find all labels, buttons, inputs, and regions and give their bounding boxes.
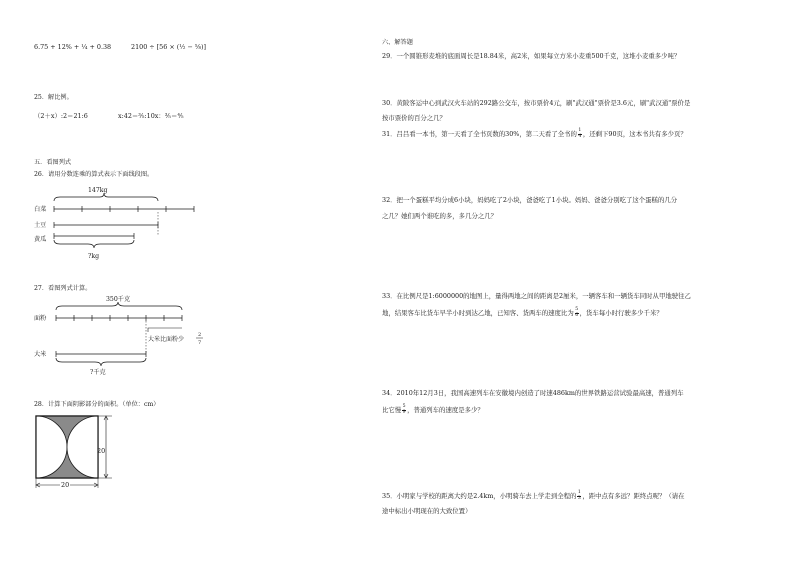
- q27-note-denominator: 7: [198, 340, 202, 346]
- q31-post: ，还剩下90页，这本书共有多少页？: [582, 130, 687, 139]
- q31-fraction-denominator: 4: [578, 133, 582, 139]
- q26-bottom-brace: [54, 240, 134, 248]
- q26-row1-label: 白菜: [34, 206, 47, 213]
- q27-bottom-brace: [56, 358, 146, 366]
- q25-equation-2: x:42＝⅗:10x：⅗＝⅘: [118, 112, 184, 120]
- q26-segment-diagram: [30, 184, 200, 264]
- q33-line-1: 33．在比例尺是1:6000000的地图上，量得两地之间的距离是2厘米，一辆客车和一辆货车同时从甲地驶往乙: [382, 292, 691, 300]
- q35-fraction-numerator: 1: [577, 490, 581, 495]
- q34-fraction-numerator: 5: [402, 404, 406, 409]
- expression-2: 2100 ÷ [56 × (½ − ⅝)]: [131, 43, 207, 51]
- q35-pre: 35．小明家与学校的距离大约是2.4km，小明骑车去上学走到全程的: [382, 492, 577, 501]
- q27-title: 27．看图列式计算。: [34, 285, 92, 292]
- q33-line-2: [382, 308, 663, 318]
- q34-line-2: [382, 405, 484, 415]
- q26-title: 26．请用分数连乘的算式表示下面线段图。: [34, 171, 154, 178]
- q27-row1-label: 面粉: [34, 315, 47, 322]
- q32-line-2: 之几？她们两个谁吃的多，多几分之几？: [382, 212, 498, 220]
- q26-row3-label: 黄瓜: [34, 236, 47, 243]
- q34-line-1: 34．2010年12月3日，我国高速列车在安徽境内创造了时速486km的世界铁路运营试验最高速，普通列车: [382, 389, 684, 397]
- q34-post: ，普通列车的速度是多少？: [407, 406, 484, 415]
- expression-1: 6.75 + 12% + ¼ + 0.38: [34, 43, 112, 51]
- q26-top-label: 147kg: [88, 187, 108, 194]
- q25-title: 25．解比例。: [34, 94, 73, 101]
- q33-fraction: [575, 308, 579, 318]
- q27-note: 大米比面粉少: [148, 336, 185, 343]
- q27-note-numerator: 2: [198, 332, 202, 338]
- q29-text: 29．一个圆锥形麦堆的底面周长是18.84米，高2米，如果每立方米小麦重500千克，这堆小麦重多少吨？: [382, 52, 681, 60]
- q33-pre: 地，结果客车比货车早半小时到达乙地，已知客、货两车的速度比为: [382, 309, 574, 318]
- q34-fraction-denominator: 9: [402, 409, 406, 415]
- q33-fraction-numerator: 5: [575, 307, 579, 312]
- q31-fraction-numerator: 1: [578, 128, 582, 133]
- q31-text: [382, 129, 687, 139]
- q26-bottom-label: ?kg: [88, 253, 100, 260]
- q30-line-1: 30．黄陂客运中心到武汉火车站的292路公交车，按市票价4元，刷"武汉通"票价是3.6元，刷"武汉通"票价是: [382, 99, 691, 107]
- q31-pre: 31．吕吕看一本书，第一天看了全书页数的30%，第二天看了全书的: [382, 130, 577, 139]
- q35-line-2: 途中标出小明现在的大致位置）: [382, 507, 472, 515]
- q32-line-1: 32．把一个蛋糕平均分成6小块，妈妈吃了2小块，爸爸吃了1小块。妈妈、爸爸分别吃了这个蛋糕的几分: [382, 196, 678, 204]
- q28-title: 28．计算下面阴影部分的面积。（单位：cm）: [34, 401, 160, 408]
- q35-post: ，距中点有多远？距终点呢？（请在: [582, 492, 685, 501]
- q28-width-value: 20: [61, 481, 70, 489]
- q27-note-bracket: [148, 328, 182, 332]
- q28-height-value: 20: [97, 447, 106, 455]
- q26-top-brace: [54, 193, 158, 201]
- q31-fraction: [578, 129, 582, 139]
- q33-fraction-denominator: 6: [575, 312, 579, 318]
- q28-shaded-figure: [32, 414, 152, 496]
- q35-fraction-denominator: 3: [577, 495, 581, 501]
- q27-row2-label: 大米: [34, 351, 47, 358]
- q25-equation-1: （2＋x）:2＝21:6: [34, 112, 88, 120]
- q27-bottom-label: ?千克: [90, 369, 106, 376]
- q33-post: ，货车每小时行驶多少千米？: [579, 309, 663, 318]
- q27-segment-diagram: [30, 296, 220, 378]
- q34-pre: 比它慢: [382, 406, 402, 415]
- q34-fraction: [402, 405, 406, 415]
- section-5-title: 五．看图列式: [34, 159, 72, 166]
- section-6-title: 六、解答题: [382, 39, 413, 46]
- q27-top-label: 350千克: [106, 296, 131, 303]
- q35-fraction: [577, 491, 581, 501]
- q26-row2-label: 土豆: [34, 222, 47, 229]
- q27-top-brace: [56, 302, 182, 310]
- q30-line-2: 按市票价的百分之几？: [382, 114, 446, 122]
- q35-line-1: [382, 491, 685, 501]
